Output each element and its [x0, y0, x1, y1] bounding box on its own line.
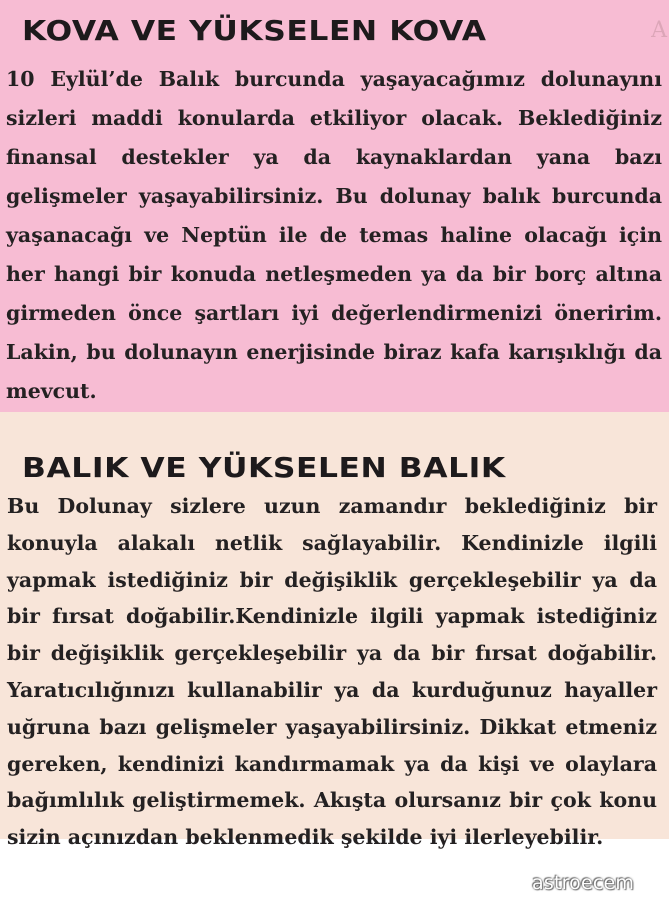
kova-heading: KOVA VE YÜKSELEN KOVA — [22, 14, 487, 47]
balik-section — [0, 412, 669, 850]
balik-text: Bu Dolunay sizlere uzun zamandır beklediğiniz bir konuyla alakalı netlik sağlayabilir. Kendinizle ilgili yapmak istediğiniz bir değişiklik gerçekleşebilir ya da bir fırsat doğabilir.Kendinizle ilgili yapmak istediğiniz bir değişiklik gerçekleşebilir ya da bir fırsat doğabilir. Yaratıcılığınızı kullanabilir ya da kurduğunuz hayaller uğruna bazı gelişmeler yaşayabilirsiniz. Dikkat etmeniz gereken, kendinizi kandırmamak ya da kişi ve olaylara bağımlılık geliştirmemek. Akışta olursanız bir çok konu sizin açınızdan beklenmedik şekilde iyi ilerleyebilir. — [7, 494, 657, 850]
balik-heading: BALIK VE YÜKSELEN BALIK — [22, 451, 506, 484]
watermark: astroecem — [532, 872, 635, 894]
kova-text: 10 Eylül’de Balık burcunda yaşayacağımız dolunayını sizleri maddi konularda etkiliyor olacak. Beklediğiniz finansal destekler ya da kaynaklardan yana bazı gelişmeler yaşayabilirsiniz. Bu dolunay balık burcunda yaşanacağı ve Neptün ile de temas haline olacağı için her hangi bir konuda netleşmeden ya da bir borç altına girmeden önce şartları iyi değerlendirmenizi öneririm. Lakin, bu dolunayın enerjisinde biraz kafa karışıklığı da mevcut. — [6, 67, 662, 403]
side-letter: A — [651, 18, 667, 43]
kova-section — [0, 0, 669, 412]
